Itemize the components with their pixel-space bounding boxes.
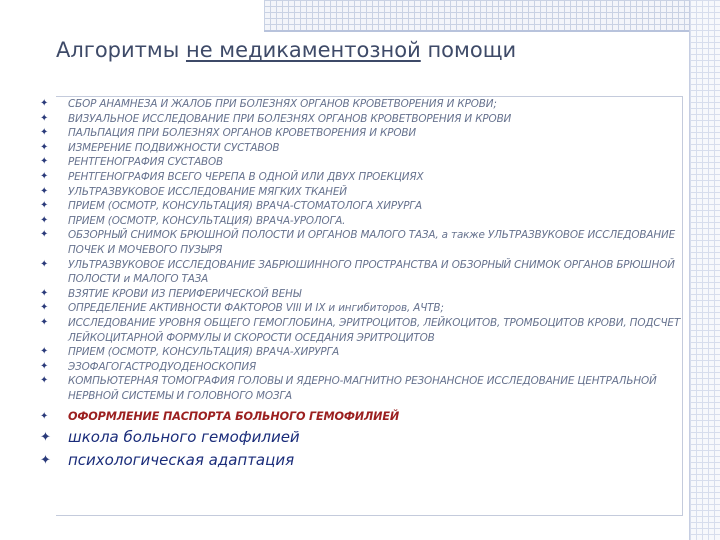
bullet-item — [40, 199, 686, 214]
bullet-text: ПРИЕМ (ОСМОТР, КОНСУЛЬТАЦИЯ) ВРАЧА-ХИРУРГА — [68, 346, 340, 359]
bullet-item — [40, 170, 686, 185]
four-point-star-icon: ✦ — [40, 287, 49, 299]
bullet-text: ЭЗОФАГОГАСТРОДУОДЕНОСКОПИЯ — [68, 360, 257, 373]
bullet-item — [40, 450, 686, 471]
bullet-item — [40, 360, 686, 375]
bullet-item — [40, 258, 686, 287]
bullet-item — [40, 185, 686, 200]
four-point-star-icon: ✦ — [40, 229, 49, 241]
four-point-star-icon: ✦ — [40, 258, 49, 270]
bullet-item — [40, 155, 686, 170]
bullet-text: СБОР АНАМНЕЗА И ЖАЛОБ ПРИ БОЛЕЗНЯХ ОРГАНОВ КРОВЕТВОРЕНИЯ И КРОВИ; — [68, 98, 497, 110]
bullet-item — [40, 316, 686, 345]
title-part-after: помощи — [420, 38, 517, 62]
bullet-text: ОФОРМЛЕНИЕ ПАСПОРТА БОЛЬНОГО ГЕМОФИЛИЕЙ — [68, 410, 400, 424]
four-point-star-icon: ✦ — [40, 375, 49, 387]
bullet-text: ИЗМЕРЕНИЕ ПОДВИЖНОСТИ СУСТАВОВ — [68, 141, 280, 154]
four-point-star-icon: ✦ — [40, 156, 49, 168]
title-part-before: Алгоритмы — [56, 38, 186, 62]
decorative-grid-margin — [690, 0, 720, 540]
bullet-text: школа больного гемофилией — [68, 428, 300, 447]
decorative-rule — [264, 30, 720, 32]
four-point-star-icon: ✦ — [40, 214, 49, 226]
four-point-star-icon: ✦ — [40, 346, 49, 358]
four-point-star-icon: ✦ — [40, 360, 49, 372]
four-point-star-icon: ✦ — [40, 127, 49, 139]
bullet-item — [40, 287, 686, 302]
bullet-text: ПРИЕМ (ОСМОТР, КОНСУЛЬТАЦИЯ) ВРАЧА-СТОМАТОЛОГА ХИРУРГА — [68, 200, 422, 213]
four-point-star-icon: ✦ — [40, 453, 51, 469]
bullet-item — [40, 345, 686, 360]
bullet-text: РЕНТГЕНОГРАФИЯ СУСТАВОВ — [68, 156, 224, 169]
bullet-list — [40, 97, 686, 471]
bullet-text: УЛЬТРАЗВУКОВОЕ ИССЛЕДОВАНИЕ ЗАБРЮШИННОГО ПРОСТРАНСТВА И ОБЗОРНЫЙ СНИМОК ОРГАНОВ БРЮШНОЙ ПОЛОСТИ и МАЛОГО ТАЗА — [68, 258, 675, 286]
bullet-item — [40, 427, 686, 448]
bullet-text: РЕНТГЕНОГРАФИЯ ВСЕГО ЧЕРЕПА В ОДНОЙ ИЛИ ДВУХ ПРОЕКЦИЯХ — [68, 170, 424, 183]
decorative-grid-band — [264, 0, 720, 30]
bullet-item — [40, 374, 686, 403]
bullet-item — [40, 409, 686, 425]
four-point-star-icon: ✦ — [40, 141, 49, 153]
four-point-star-icon: ✦ — [40, 200, 49, 212]
bullet-text: ИССЛЕДОВАНИЕ УРОВНЯ ОБЩЕГО ГЕМОГЛОБИНА, ЭРИТРОЦИТОВ, ЛЕЙКОЦИТОВ, ТРОМБОЦИТОВ КРОВИ, ПОДСЧЕТ ЛЕЙКОЦИТАРНОЙ ФОРМУЛЫ И СКОРОСТИ ОСЕДАНИЯ ЭРИТРОЦИТОВ — [68, 316, 681, 344]
bullet-item — [40, 301, 686, 316]
bullet-item — [40, 141, 686, 156]
four-point-star-icon: ✦ — [40, 302, 49, 314]
four-point-star-icon: ✦ — [40, 112, 49, 124]
four-point-star-icon: ✦ — [40, 411, 49, 423]
four-point-star-icon: ✦ — [40, 316, 49, 328]
title-part-underlined: не медикаментозной — [185, 38, 421, 62]
bullet-text: ПРИЕМ (ОСМОТР, КОНСУЛЬТАЦИЯ) ВРАЧА-УРОЛОГА. — [68, 214, 346, 227]
four-point-star-icon: ✦ — [40, 430, 51, 446]
bullet-item — [40, 228, 686, 257]
bullet-text: УЛЬТРАЗВУКОВОЕ ИССЛЕДОВАНИЕ МЯГКИХ ТКАНЕЙ — [68, 185, 347, 198]
bullet-text: ОПРЕДЕЛЕНИЕ АКТИВНОСТИ ФАКТОРОВ VIII И IX и ингибиторов, АЧТВ; — [68, 302, 444, 315]
bullet-item — [40, 126, 686, 141]
bullet-text: психологическая адаптация — [68, 451, 295, 470]
slide-title — [56, 38, 516, 62]
bullet-item — [40, 97, 686, 112]
decorative-margin-rule — [689, 0, 690, 540]
bullet-item — [40, 112, 686, 127]
bullet-text: ВИЗУАЛЬНОЕ ИССЛЕДОВАНИЕ ПРИ БОЛЕЗНЯХ ОРГАНОВ КРОВЕТВОРЕНИЯ И КРОВИ — [68, 112, 512, 125]
bullet-text: КОМПЬЮТЕРНАЯ ТОМОГРАФИЯ ГОЛОВЫ И ЯДЕРНО-МАГНИТНО РЕЗОНАНСНОЕ ИССЛЕДОВАНИЕ ЦЕНТРАЛЬНОЙ НЕРВНОЙ СИСТЕМЫ И ГОЛОВНОГО МОЗГА — [68, 375, 657, 402]
bullet-item — [40, 214, 686, 229]
bullet-text: ПАЛЬПАЦИЯ ПРИ БОЛЕЗНЯХ ОРГАНОВ КРОВЕТВОРЕНИЯ И КРОВИ — [68, 127, 416, 140]
bullet-text: ВЗЯТИЕ КРОВИ ИЗ ПЕРИФЕРИЧЕСКОЙ ВЕНЫ — [68, 287, 302, 300]
four-point-star-icon: ✦ — [40, 98, 49, 109]
four-point-star-icon: ✦ — [40, 185, 49, 197]
bullet-text: ОБЗОРНЫЙ СНИМОК БРЮШНОЙ ПОЛОСТИ И ОРГАНОВ МАЛОГО ТАЗА, а также УЛЬТРАЗВУКОВОЕ ИССЛЕДОВАНИЕ ПОЧЕК И МОЧЕВОГО ПУЗЫРЯ — [68, 229, 676, 256]
four-point-star-icon: ✦ — [40, 170, 49, 182]
